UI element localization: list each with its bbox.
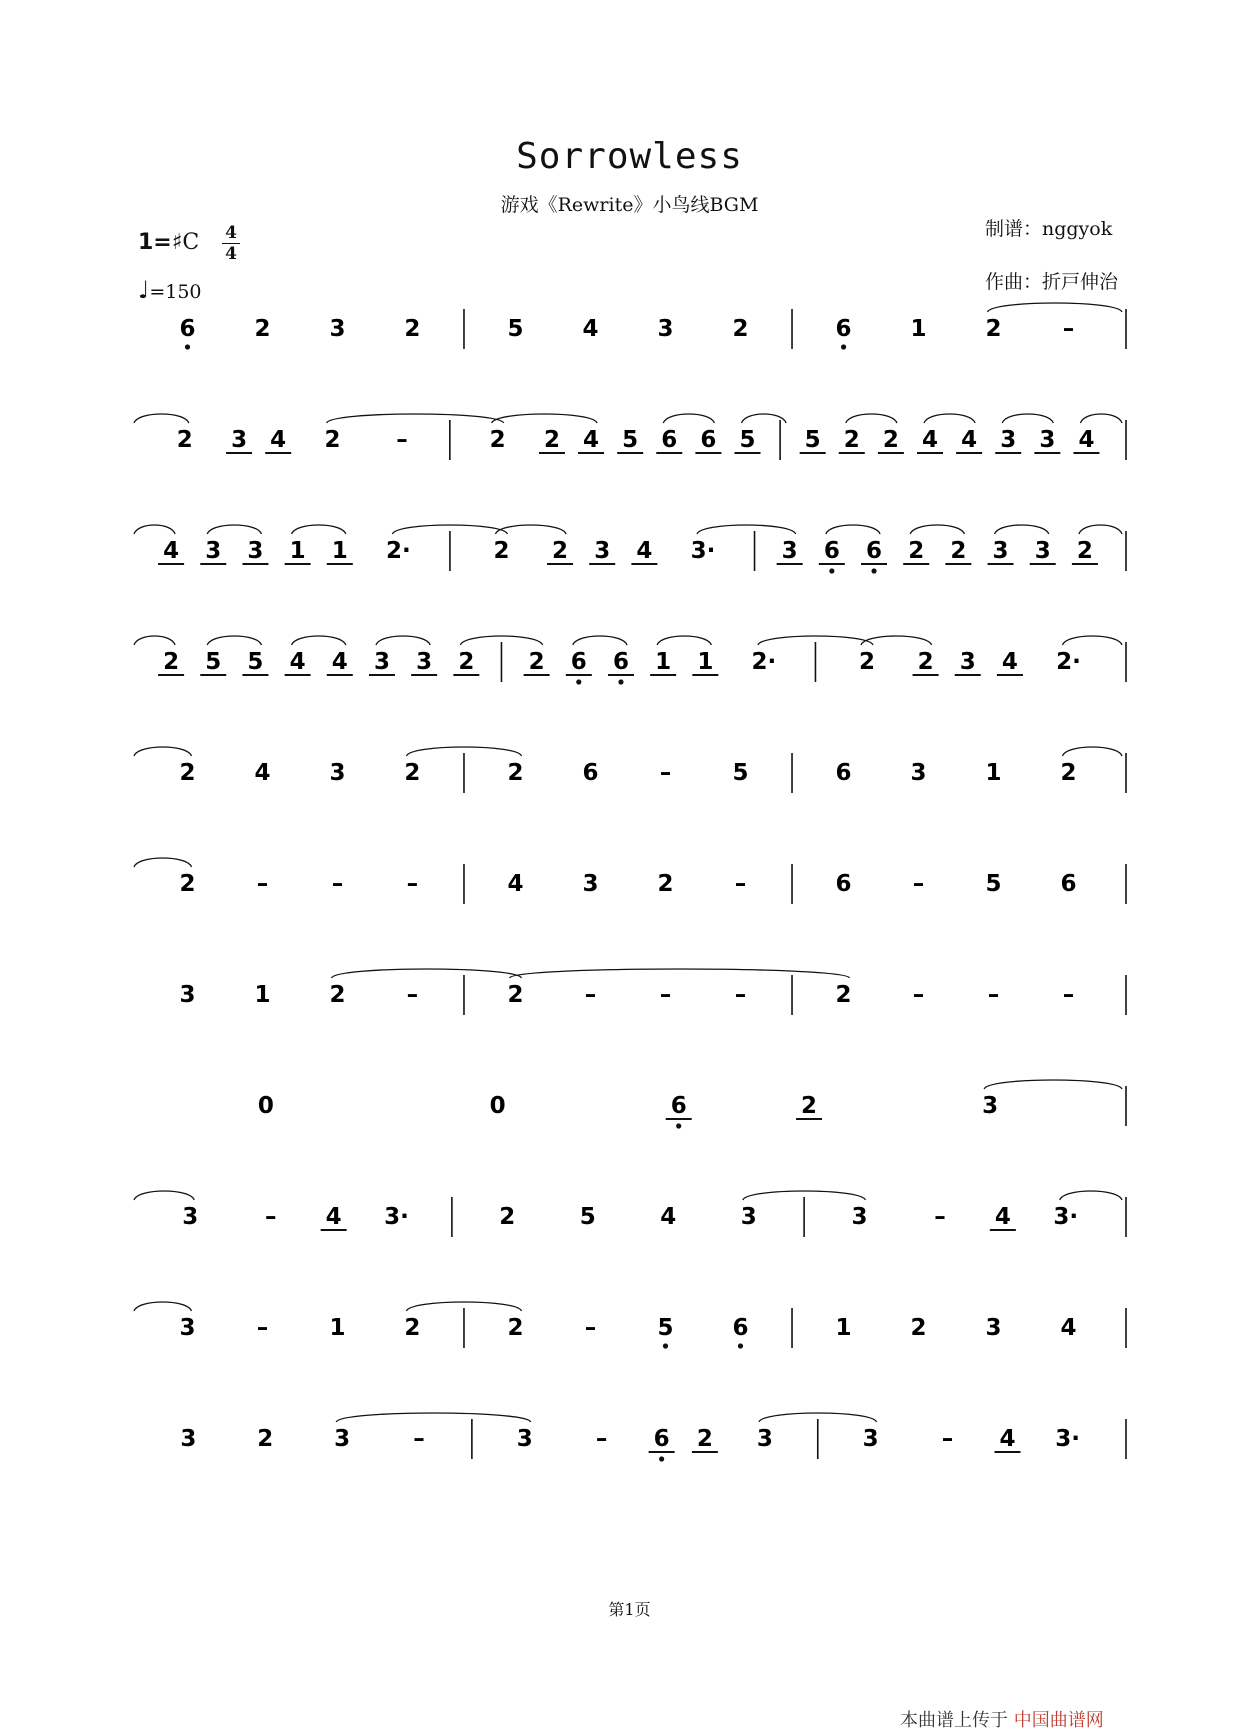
note: 3 [910, 760, 927, 786]
note: 1 [331, 538, 348, 564]
note: 2 [324, 427, 341, 453]
note: 3 [179, 1315, 196, 1341]
note: 3· [384, 1204, 409, 1230]
note: 2 [254, 316, 271, 342]
slur [292, 636, 346, 645]
note: 2 [507, 1315, 524, 1341]
score-row [179, 969, 1126, 1015]
note: 2 [696, 1426, 713, 1452]
slur [988, 303, 1122, 312]
quarter-note-icon: ♩ [138, 276, 150, 304]
slur [327, 414, 504, 423]
tempo-value: =150 [149, 281, 202, 303]
note: 4 [331, 649, 348, 675]
dash-sustain: – [659, 982, 672, 1008]
note: 2 [179, 871, 196, 897]
score-row [134, 1191, 1126, 1237]
slur [292, 525, 346, 534]
slur [1080, 414, 1122, 423]
note: 3 [862, 1426, 879, 1452]
note: 2 [543, 427, 560, 453]
dash-sustain: – [941, 1426, 954, 1452]
note: 2 [835, 982, 852, 1008]
note: 6 [612, 649, 629, 675]
slur [984, 1080, 1122, 1089]
note: 6 [835, 760, 852, 786]
slur [826, 525, 880, 534]
low-octave-dot [738, 1343, 743, 1348]
dash-sustain: – [934, 1204, 946, 1230]
note: 4 [163, 538, 180, 564]
score-row [258, 1080, 1126, 1129]
note: 0 [489, 1093, 506, 1119]
note: 3 [992, 538, 1009, 564]
dash-sustain: – [413, 1426, 425, 1452]
note: 6 [1060, 871, 1077, 897]
dash-sustain: – [912, 982, 925, 1008]
dash-sustain: – [912, 871, 925, 897]
dash-sustain: – [987, 982, 1000, 1008]
note: 3 [1000, 427, 1017, 453]
dash-sustain: – [1062, 316, 1075, 342]
note: 2 [507, 982, 524, 1008]
note: 1 [254, 982, 271, 1008]
note: 4 [636, 538, 653, 564]
note: 4 [922, 427, 939, 453]
low-octave-dot [663, 1343, 668, 1348]
note: 2 [1060, 760, 1077, 786]
note: 6 [866, 538, 883, 564]
note: 2 [507, 760, 524, 786]
note: 6 [179, 316, 196, 342]
dash-sustain: – [406, 982, 419, 1008]
note: 2 [176, 427, 193, 453]
slur [1079, 525, 1122, 534]
note: 6 [570, 649, 587, 675]
score-row [134, 1302, 1126, 1349]
note: 4 [270, 427, 287, 453]
note: 4 [325, 1204, 342, 1230]
time-signature-bottom: 4 [225, 244, 237, 264]
watermark [900, 1706, 1200, 1731]
note: 2 [163, 649, 180, 675]
note: 0 [257, 1093, 274, 1119]
note: 2 [917, 649, 934, 675]
note: 2 [882, 427, 899, 453]
score-subtitle: 游戏《Rewrite》小鸟线BGM [500, 194, 759, 216]
low-octave-dot [185, 344, 190, 349]
note: 3 [180, 1426, 197, 1452]
sharp-icon: ♯ [171, 230, 183, 255]
note: 2· [1056, 649, 1081, 675]
low-octave-dot [841, 344, 846, 349]
score-title: Sorrowless [516, 136, 743, 177]
slur [1063, 636, 1122, 645]
note: 2 [732, 316, 749, 342]
dash-sustain: – [734, 871, 747, 897]
slur [134, 414, 189, 423]
slur [134, 525, 175, 534]
note: 3 [1034, 538, 1051, 564]
note: 4 [1078, 427, 1095, 453]
note: 1 [289, 538, 306, 564]
note: 3 [985, 1315, 1002, 1341]
slur [134, 747, 191, 756]
note: 3· [1053, 1204, 1079, 1230]
dash-sustain: – [396, 427, 408, 453]
note: 3 [781, 538, 798, 564]
key-prefix: 1= [138, 230, 172, 255]
note: 3 [594, 538, 611, 564]
note: 2 [499, 1204, 516, 1230]
slur [336, 1413, 531, 1422]
note: 5 [622, 427, 639, 453]
slur [697, 525, 796, 534]
note: 3 [516, 1426, 533, 1452]
note: 2 [257, 1426, 274, 1452]
watermark-text: 本曲谱上传于 [900, 1710, 1014, 1731]
dash-sustain: – [584, 982, 597, 1008]
low-octave-dot [676, 1123, 681, 1128]
note: 3 [657, 316, 674, 342]
composer-credit: 作曲：折戸伸治 [985, 271, 1119, 293]
note: 6 [653, 1426, 670, 1452]
note: 1 [910, 316, 927, 342]
note: 3 [851, 1204, 868, 1230]
slur [573, 636, 627, 645]
dash-sustain: – [256, 1315, 269, 1341]
score-row [134, 636, 1126, 685]
note: 2· [751, 649, 777, 675]
note: 2 [404, 316, 421, 342]
note: 4 [999, 1426, 1016, 1452]
dash-sustain: – [331, 871, 344, 897]
dash-sustain: – [659, 760, 672, 786]
dash-sustain: – [256, 871, 269, 897]
note: 2 [910, 1315, 927, 1341]
slur [1002, 414, 1053, 423]
slur [492, 414, 597, 423]
slur [1060, 1191, 1122, 1200]
score-row [179, 303, 1126, 350]
note: 4 [583, 427, 600, 453]
note: 6 [732, 1315, 749, 1341]
low-octave-dot [659, 1456, 664, 1461]
note: 2· [385, 538, 411, 564]
slur [331, 969, 521, 978]
note: 3 [182, 1204, 199, 1230]
note: 3 [373, 649, 390, 675]
note: 4 [582, 316, 599, 342]
note: 4 [961, 427, 978, 453]
key-tonic: C [182, 230, 200, 255]
note: 6 [700, 427, 717, 453]
note: 6 [661, 427, 678, 453]
note: 5 [205, 649, 222, 675]
note: 6 [835, 316, 852, 342]
note: 3 [756, 1426, 773, 1452]
note: 5 [985, 871, 1002, 897]
note: 4 [1060, 1315, 1077, 1341]
low-octave-dot [576, 679, 581, 684]
note: 2 [908, 538, 925, 564]
note: 1 [697, 649, 714, 675]
slur [924, 414, 975, 423]
note: 2 [843, 427, 860, 453]
note: 4 [660, 1204, 677, 1230]
note: 5 [739, 427, 756, 453]
time-signature-top: 4 [225, 223, 237, 243]
note: 5 [247, 649, 264, 675]
slur [1063, 747, 1122, 756]
note: 1 [329, 1315, 346, 1341]
slur [995, 525, 1049, 534]
slur [207, 636, 261, 645]
score-row [134, 747, 1126, 793]
dash-sustain: – [584, 1315, 597, 1341]
low-octave-dot [829, 568, 834, 573]
note: 1 [985, 760, 1002, 786]
note: 3 [329, 316, 346, 342]
note: 1 [835, 1315, 852, 1341]
note: 3 [959, 649, 976, 675]
score-row [134, 414, 1126, 460]
note: 2 [404, 1315, 421, 1341]
note: 4 [254, 760, 271, 786]
note: 3 [416, 649, 433, 675]
note: 3 [982, 1093, 999, 1119]
slur [134, 1191, 194, 1200]
dash-sustain: – [734, 982, 747, 1008]
slur [663, 414, 714, 423]
note: 5 [657, 1315, 674, 1341]
note: 3 [179, 982, 196, 1008]
note: 4 [1001, 649, 1018, 675]
slur [134, 858, 191, 867]
note: 5 [804, 427, 821, 453]
note: 3 [334, 1426, 351, 1452]
watermark-site: 中国曲谱网 [1013, 1710, 1104, 1731]
note: 3 [740, 1204, 757, 1230]
note: 2 [985, 316, 1002, 342]
note: 5 [579, 1204, 596, 1230]
slur [910, 525, 964, 534]
slur [134, 636, 175, 645]
dash-sustain: – [595, 1426, 608, 1452]
note: 6 [582, 760, 599, 786]
note: 3 [231, 427, 248, 453]
note: 1 [655, 649, 672, 675]
note: 4 [994, 1204, 1011, 1230]
note: 2 [493, 538, 510, 564]
note: 3· [690, 538, 716, 564]
note: 3 [582, 871, 599, 897]
note: 2 [950, 538, 967, 564]
low-octave-dot [871, 568, 876, 573]
note: 3 [205, 538, 222, 564]
note: 2 [657, 871, 674, 897]
note: 4 [289, 649, 306, 675]
slur [207, 525, 261, 534]
slur [657, 636, 711, 645]
note: 6 [670, 1093, 687, 1119]
page-number: 第1页 [608, 1600, 651, 1619]
low-octave-dot [618, 679, 623, 684]
note: 3· [1055, 1426, 1080, 1452]
slur [510, 969, 850, 978]
slur [846, 414, 897, 423]
note: 2 [552, 538, 569, 564]
score-row [134, 525, 1126, 574]
dash-sustain: – [1062, 982, 1075, 1008]
score-row [180, 1413, 1126, 1462]
dash-sustain: – [265, 1204, 277, 1230]
note: 2 [329, 982, 346, 1008]
slur [376, 636, 430, 645]
dash-sustain: – [406, 871, 419, 897]
note: 5 [507, 316, 524, 342]
note: 3 [329, 760, 346, 786]
note: 2 [179, 760, 196, 786]
note: 6 [835, 871, 852, 897]
arranger-credit: 制谱：nggyok [985, 218, 1113, 240]
note: 3 [247, 538, 264, 564]
note: 2 [404, 760, 421, 786]
note: 2 [1076, 538, 1093, 564]
note: 2 [528, 649, 545, 675]
slur [134, 1302, 191, 1311]
note: 5 [732, 760, 749, 786]
note: 4 [507, 871, 524, 897]
note: 3 [1039, 427, 1056, 453]
score-row [134, 858, 1126, 904]
note: 2 [801, 1093, 818, 1119]
note: 6 [823, 538, 840, 564]
note: 2 [489, 427, 506, 453]
note: 2 [458, 649, 475, 675]
note: 2 [858, 649, 876, 675]
